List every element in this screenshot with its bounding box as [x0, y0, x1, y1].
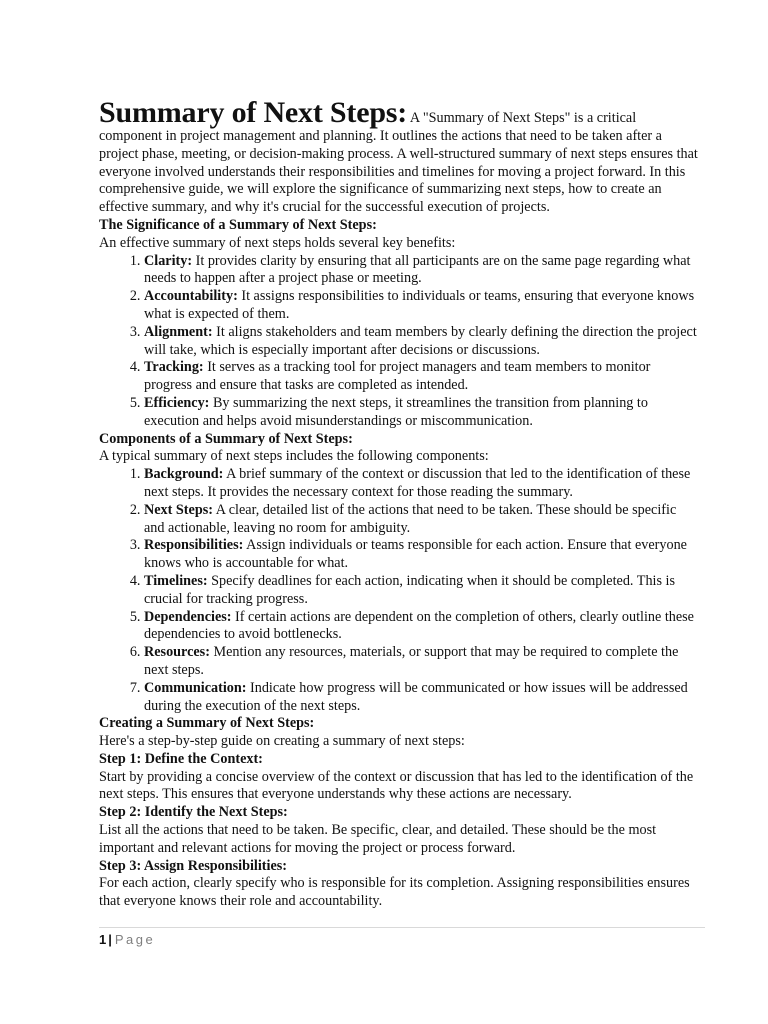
creating-lead: Here's a step-by-step guide on creating a summary of next steps: — [99, 733, 465, 750]
list-item-text: Mention any resources, materials, or support that may be required to complete the next steps. — [144, 644, 679, 678]
intro-paragraph — [99, 98, 699, 217]
components-list — [99, 466, 699, 715]
list-item — [144, 537, 699, 573]
significance-heading: The Significance of a Summary of Next Steps: — [99, 216, 377, 233]
list-item — [144, 253, 699, 289]
list-item-text: It provides clarity by ensuring that all participants are on the same page regarding what needs to happen after a project phase or meeting. — [144, 252, 691, 287]
creating-heading: Creating a Summary of Next Steps: — [99, 715, 315, 732]
list-item-text: If certain actions are dependent on the completion of others, clearly outline these dependencies to avoid bottlenecks. — [144, 608, 694, 643]
significance-lead: An effective summary of next steps holds several key benefits: — [99, 234, 456, 251]
page-label: Page — [114, 932, 156, 947]
list-item-text: A clear, detailed list of the actions that need to be taken. These should be specific and actionable, leaving no room for ambiguity. — [144, 501, 677, 536]
page-footer — [99, 927, 705, 947]
list-item-text: It aligns stakeholders and team members by clearly defining the direction the project will take, which is especially important after decisions or discussions. — [144, 323, 697, 358]
list-item-text: It assigns responsibilities to individuals or teams, ensuring that everyone knows what is expected of them. — [144, 288, 695, 322]
list-item-text: Assign individuals or teams responsible for each action. Ensure that everyone knows who is accountable for what. — [144, 537, 687, 572]
document-title: Summary of Next Steps: — [99, 96, 408, 129]
step-text: List all the actions that need to be taken. Be specific, clear, and detailed. These should be the most important and relevant actions for moving the project or process forward. — [99, 822, 657, 856]
page-number: 1 — [99, 932, 107, 947]
step-heading: Step 2: Identify the Next Steps: — [99, 804, 288, 821]
list-item-term: Timelines: — [144, 572, 208, 589]
intro-text: A "Summary of Next Steps" is a critical component in project management and planning. It outlines the actions that need to be taken after a project phase, meeting, or decision-making process. A well-structured summary of next steps ensures that everyone involved understands their responsibilities and timelines for moving a project forward. In this comprehensive guide, we will explore the significance of summarizing next steps, how to create an effective summary, and why it's crucial for the successful execution of projects. — [99, 110, 698, 216]
step-heading: Step 1: Define the Context: — [99, 750, 263, 767]
list-item — [144, 609, 699, 645]
list-item — [144, 395, 699, 431]
list-item-term: Responsibilities: — [144, 537, 244, 554]
list-item-text: It serves as a tracking tool for project managers and team members to monitor progress and ensure that tasks are completed as intended. — [144, 359, 651, 394]
list-item-text: By summarizing the next steps, it streamlines the transition from planning to execution and helps avoid misunderstandings or miscommunication. — [144, 394, 648, 429]
list-item — [144, 466, 699, 502]
list-item — [144, 680, 699, 716]
document-body — [99, 98, 699, 911]
list-item — [144, 502, 699, 538]
step-text: For each action, clearly specify who is responsible for its completion. Assigning responsibilities ensures that everyone knows their role and accountability. — [99, 875, 690, 910]
list-item-term: Clarity: — [144, 252, 193, 269]
list-item — [144, 573, 699, 609]
list-item-text: A brief summary of the context or discussion that led to the identification of these next steps. It provides the necessary context for those reading the summary. — [144, 466, 691, 500]
list-item-term: Resources: — [144, 644, 210, 661]
list-item-term: Next Steps: — [144, 501, 213, 518]
list-item — [144, 288, 699, 324]
list-item-text: Specify deadlines for each action, indicating when it should be completed. This is crucial for tracking progress. — [144, 572, 676, 607]
components-heading: Components of a Summary of Next Steps: — [99, 430, 353, 447]
list-item-term: Background: — [144, 466, 224, 483]
list-item — [144, 324, 699, 360]
list-item-term: Dependencies: — [144, 608, 232, 625]
list-item-term: Accountability: — [144, 288, 238, 305]
significance-list — [99, 253, 699, 431]
list-item — [144, 644, 699, 680]
list-item-term: Communication: — [144, 679, 247, 696]
step-heading: Step 3: Assign Responsibilities: — [99, 857, 288, 874]
components-lead: A typical summary of next steps includes the following components: — [99, 448, 489, 465]
list-item-term: Alignment: — [144, 323, 213, 340]
step-text: Start by providing a concise overview of the context or discussion that has led to the identification of the next steps. This ensures that everyone understands why these actions are necessary. — [99, 768, 694, 803]
list-item-term: Efficiency: — [144, 394, 210, 411]
list-item-text: Indicate how progress will be communicated or how issues will be addressed during the execution of the next steps. — [144, 679, 688, 714]
footer-separator: | — [108, 932, 112, 947]
list-item-term: Tracking: — [144, 359, 204, 376]
list-item — [144, 359, 699, 395]
